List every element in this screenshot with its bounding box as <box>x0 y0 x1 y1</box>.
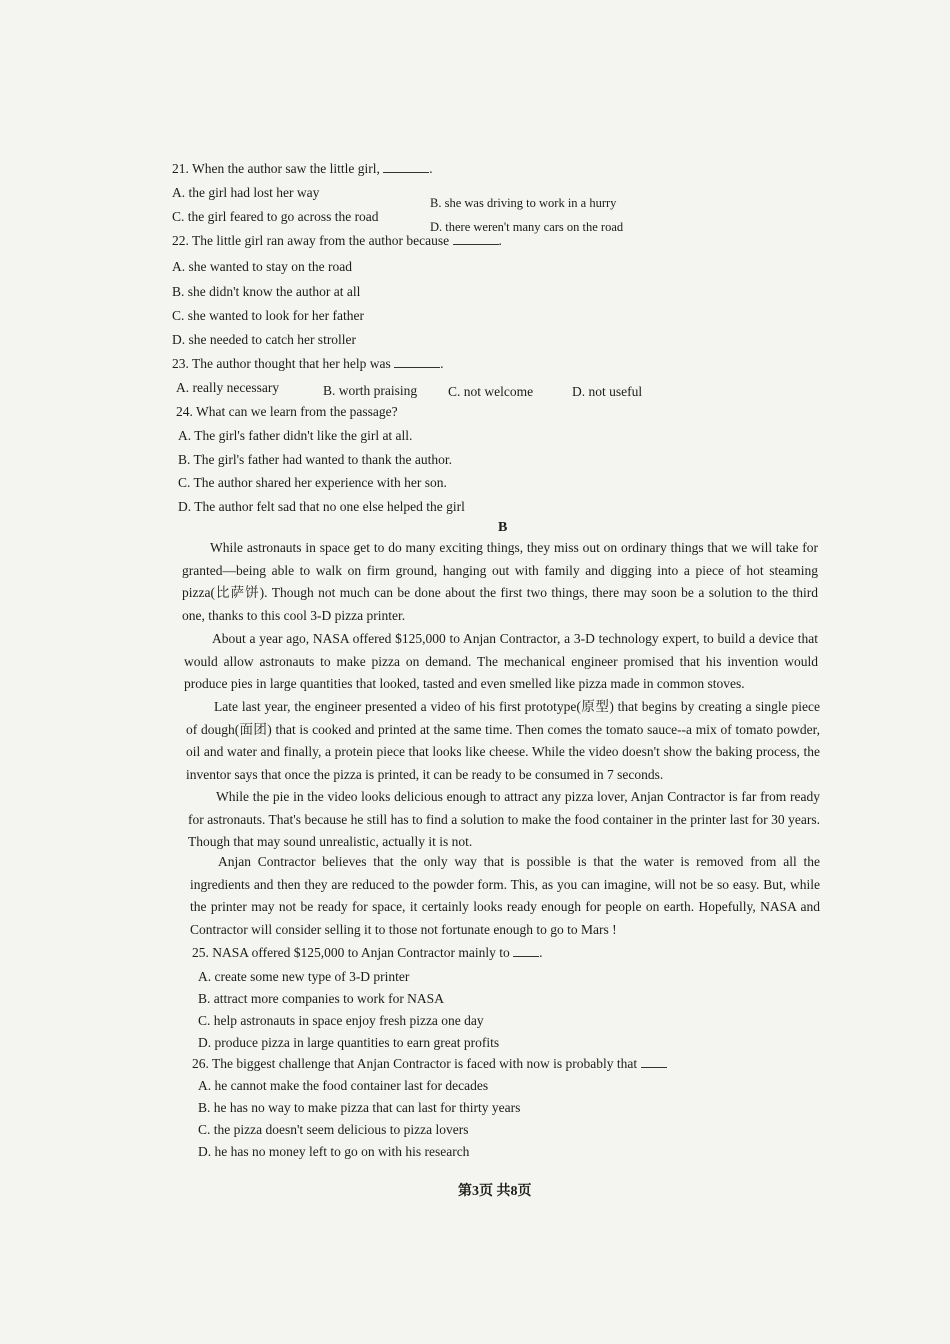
question-22-option-b: B. she didn't know the author at all <box>172 284 361 299</box>
passage-paragraph-3 <box>186 696 820 786</box>
question-23-option-b: B. worth praising <box>323 383 418 398</box>
question-23-option-d: D. not useful <box>572 384 643 399</box>
passage-paragraph-5-text: Anjan Contractor believes that the only way that is possible is that the water is removed from all the ingredients and then they are reduced to the powder form. This, as you can imagine, will not be so easy. But, while the printer may not be ready for space, it certainly looks ready enough for people on earth. Hopefully, NASA and Contractor will consider selling it to those not fortunate enough to go to Mars ! <box>190 854 820 937</box>
answer-blank <box>394 355 440 368</box>
question-24-stem: 24. What can we learn from the passage? <box>176 404 398 419</box>
question-21-option-a: A. the girl had lost her way <box>172 185 320 200</box>
question-21-stem: 21. When the author saw the little girl, . <box>172 161 433 176</box>
question-23-option-a: A. really necessary <box>176 380 280 395</box>
page-number: 第3页 共8页 <box>458 1184 532 1199</box>
question-25-option-a: A. create some new type of 3-D printer <box>198 969 410 984</box>
question-22-option-a: A. she wanted to stay on the road <box>172 259 352 274</box>
passage-paragraph-4 <box>188 786 820 854</box>
question-23-option-c: C. not welcome <box>448 384 534 399</box>
question-22-option-d: D. she needed to catch her stroller <box>172 332 357 347</box>
question-21-option-d: D. there weren't many cars on the road <box>430 220 624 234</box>
question-26-stem <box>192 1055 667 1073</box>
passage-paragraph-2-text: About a year ago, NASA offered $125,000 to Anjan Contractor, a 3-D technology expert, to build a device that would allow astronauts to make pizza on demand. The mechanical engineer promised that his invention would produce pies in large quantities that looked, tasted and even smelled like pizza made in common stoves. <box>184 631 818 691</box>
section-heading: B <box>498 520 508 535</box>
question-26-option-a: A. he cannot make the food container last for decades <box>198 1078 489 1093</box>
passage-paragraph-1-text: While astronauts in space get to do many exciting things, they miss out on ordinary things that we will take for granted—being able to walk on firm ground, hanging out with family and digging into a piece of hot steaming pizza(比萨饼). Though not much can be done about the first two things, there may soon be a solution to the third one, thanks to this cool 3-D pizza printer. <box>182 540 818 623</box>
question-22-stem-text: 22. The little girl ran away from the author because <box>172 233 453 248</box>
question-24-option-b: B. The girl's father had wanted to thank the author. <box>178 452 452 467</box>
passage-paragraph-5 <box>190 851 820 941</box>
question-26-stem-text: 26. The biggest challenge that Anjan Contractor is faced with now is probably that <box>192 1056 641 1071</box>
question-26-option-c: C. the pizza doesn't seem delicious to pizza lovers <box>198 1122 469 1137</box>
question-22-stem: 22. The little girl ran away from the author because . <box>172 233 502 248</box>
question-24-option-d: D. The author felt sad that no one else helped the girl <box>178 499 465 514</box>
answer-blank <box>383 160 429 173</box>
passage-paragraph-3-text: Late last year, the engineer presented a video of his first prototype(原型) that begins by creating a single piece of dough(面团) that is cooked and printed at the same time. Then comes the tomato sauce--a mix of tomato powder, oil and water and finally, a protein piece that looks like cheese. While the video doesn't show the baking process, the inventor says that once the pizza is printed, it can be ready to be consumed in 7 seconds. <box>186 699 820 782</box>
question-21-option-c: C. the girl feared to go across the road <box>172 209 379 224</box>
question-25-stem: 25. NASA offered $125,000 to Anjan Contractor mainly to . <box>192 945 543 960</box>
question-23-stem: 23. The author thought that her help was . <box>172 356 444 371</box>
question-22-option-c: C. she wanted to look for her father <box>172 308 364 323</box>
question-25-option-c: C. help astronauts in space enjoy fresh pizza one day <box>198 1013 484 1028</box>
question-25-option-d: D. produce pizza in large quantities to earn great profits <box>198 1035 500 1050</box>
question-23-stem-text: 23. The author thought that her help was <box>172 356 395 371</box>
question-21-stem-text: 21. When the author saw the little girl, <box>172 161 384 176</box>
question-26-option-d: D. he has no money left to go on with his research <box>198 1144 470 1159</box>
question-24-option-a: A. The girl's father didn't like the girl at all. <box>178 428 413 443</box>
passage-paragraph-1 <box>182 537 818 627</box>
answer-blank <box>641 1055 667 1068</box>
question-25-option-b: B. attract more companies to work for NASA <box>198 991 444 1006</box>
question-24-option-c: C. The author shared her experience with her son. <box>178 475 447 490</box>
answer-blank <box>453 232 499 245</box>
question-21-option-b: B. she was driving to work in a hurry <box>430 196 617 210</box>
question-26-option-b: B. he has no way to make pizza that can last for thirty years <box>198 1100 521 1115</box>
answer-blank <box>513 944 539 957</box>
question-25-stem-text: 25. NASA offered $125,000 to Anjan Contractor mainly to <box>192 945 514 960</box>
passage-paragraph-4-text: While the pie in the video looks delicious enough to attract any pizza lover, Anjan Contractor is far from ready for astronauts. That's because he still has to find a solution to make the food container in the printer last for 30 years. Though that may sound unrealistic, actually it is not. <box>188 789 820 849</box>
passage-paragraph-2 <box>184 628 818 696</box>
